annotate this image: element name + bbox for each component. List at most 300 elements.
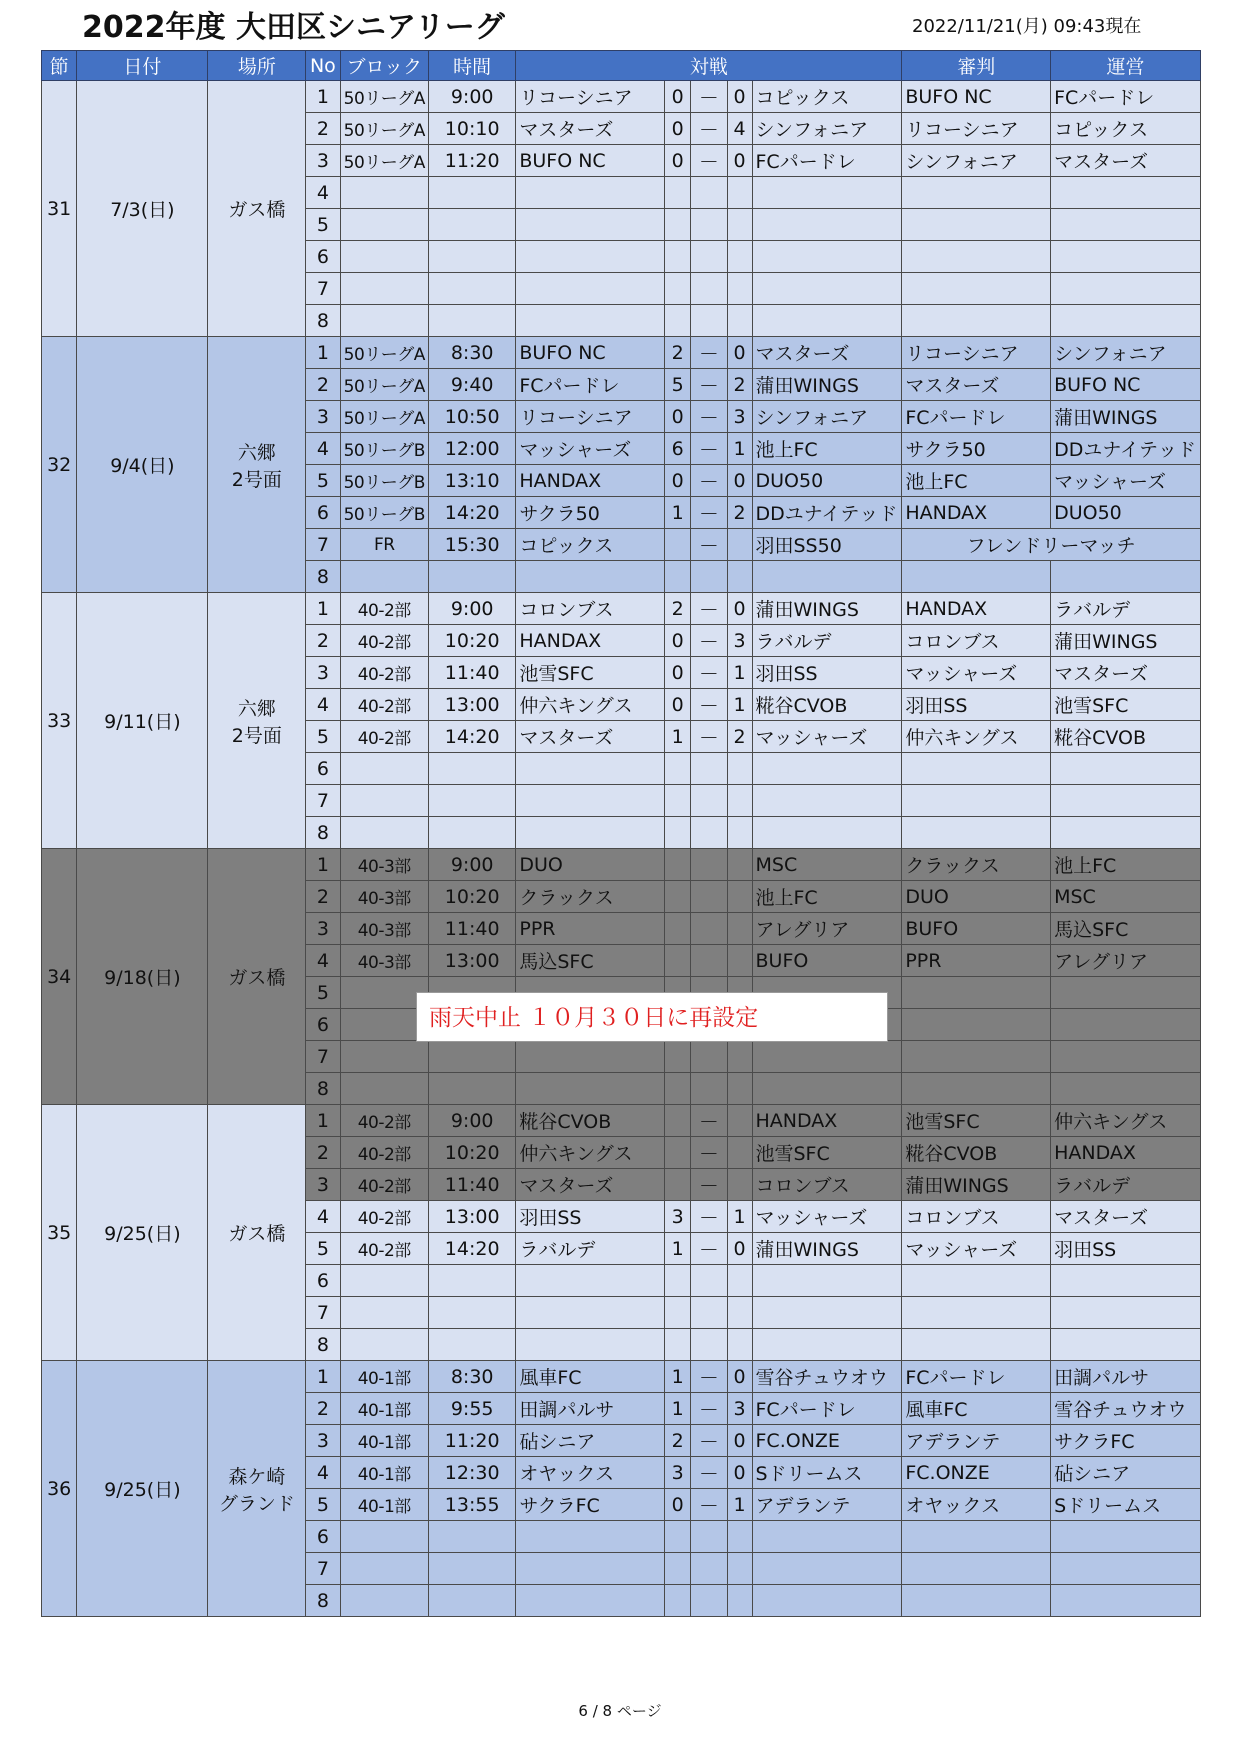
away-team: マスターズ xyxy=(752,337,902,369)
game-time xyxy=(428,1297,515,1329)
game-time: 12:30 xyxy=(428,1457,515,1489)
away-team: コピックス xyxy=(752,81,902,113)
referee-team: HANDAX xyxy=(902,497,1051,529)
score-dash xyxy=(691,1553,727,1585)
game-time: 15:30 xyxy=(428,529,515,561)
management-team xyxy=(1051,1297,1201,1329)
management-team: 羽田SS xyxy=(1051,1233,1201,1265)
game-block xyxy=(340,305,428,337)
game-time: 13:00 xyxy=(428,945,515,977)
management-team: ラバルデ xyxy=(1051,593,1201,625)
game-no: 5 xyxy=(306,721,340,753)
page-number: 6 / 8 ページ xyxy=(578,1702,662,1720)
away-score xyxy=(727,1169,752,1201)
header-setsu: 節 xyxy=(42,51,77,81)
game-no: 3 xyxy=(306,1425,340,1457)
away-team: 池上FC xyxy=(752,881,902,913)
away-score xyxy=(727,753,752,785)
game-block: 50リーグA xyxy=(340,81,428,113)
game-no: 3 xyxy=(306,145,340,177)
management-team: DUO50 xyxy=(1051,497,1201,529)
table-row xyxy=(42,1105,1201,1137)
game-block: 40-1部 xyxy=(340,1489,428,1521)
home-score xyxy=(665,1553,691,1585)
game-block xyxy=(340,1585,428,1617)
score-dash: － xyxy=(691,1425,727,1457)
game-no: 1 xyxy=(306,849,340,881)
score-dash: － xyxy=(691,369,727,401)
score-dash: － xyxy=(691,625,727,657)
away-score: 0 xyxy=(727,1425,752,1457)
score-dash: － xyxy=(691,657,727,689)
game-time xyxy=(428,817,515,849)
game-no: 2 xyxy=(306,369,340,401)
game-block xyxy=(340,241,428,273)
game-block xyxy=(340,1521,428,1553)
home-score: 0 xyxy=(665,145,691,177)
home-team: マスターズ xyxy=(516,721,665,753)
home-team xyxy=(516,1585,665,1617)
score-dash xyxy=(691,273,727,305)
game-no: 1 xyxy=(306,1361,340,1393)
game-no: 2 xyxy=(306,625,340,657)
away-score xyxy=(727,529,752,561)
away-team: アデランテ xyxy=(752,1489,902,1521)
cancellation-notice: 雨天中止 １０月３０日に再設定 xyxy=(416,992,888,1042)
management-team: 砧シニア xyxy=(1051,1457,1201,1489)
away-score: 2 xyxy=(727,497,752,529)
timestamp: 2022/11/21(月) 09:43現在 xyxy=(912,16,1142,37)
venue-line: 六郷 xyxy=(237,697,276,720)
game-block xyxy=(340,785,428,817)
referee-team xyxy=(902,241,1051,273)
management-team xyxy=(1051,753,1201,785)
away-score xyxy=(727,561,752,593)
game-time: 10:20 xyxy=(428,1137,515,1169)
game-no: 4 xyxy=(306,433,340,465)
game-block: 40-1部 xyxy=(340,1361,428,1393)
home-team xyxy=(516,753,665,785)
referee-team xyxy=(902,1009,1051,1041)
referee-team xyxy=(902,1585,1051,1617)
home-score: 0 xyxy=(665,1489,691,1521)
game-no: 8 xyxy=(306,561,340,593)
table-row xyxy=(42,337,1201,369)
referee-team xyxy=(902,1265,1051,1297)
home-team: 糀谷CVOB xyxy=(516,1105,665,1137)
round-date: 9/4(日) xyxy=(77,337,208,593)
home-team: 仲六キングス xyxy=(516,1137,665,1169)
game-block: 40-2部 xyxy=(340,1105,428,1137)
game-time: 10:10 xyxy=(428,113,515,145)
game-time xyxy=(428,561,515,593)
round-group xyxy=(42,337,1201,593)
management-team: MSC xyxy=(1051,881,1201,913)
game-block xyxy=(340,1297,428,1329)
referee-team: アデランテ xyxy=(902,1425,1051,1457)
home-score xyxy=(665,529,691,561)
score-dash: － xyxy=(691,1489,727,1521)
away-score xyxy=(727,241,752,273)
home-score xyxy=(665,1073,691,1105)
game-block: 50リーグA xyxy=(340,401,428,433)
management-team: 池上FC xyxy=(1051,849,1201,881)
management-team xyxy=(1051,785,1201,817)
game-time: 9:40 xyxy=(428,369,515,401)
away-score xyxy=(727,1297,752,1329)
game-block: 40-3部 xyxy=(340,849,428,881)
home-team xyxy=(516,817,665,849)
away-team: マッシャーズ xyxy=(752,1201,902,1233)
game-time: 12:00 xyxy=(428,433,515,465)
home-team: サクラ50 xyxy=(516,497,665,529)
away-team xyxy=(752,209,902,241)
game-block xyxy=(340,1073,428,1105)
game-no: 1 xyxy=(306,81,340,113)
game-time xyxy=(428,785,515,817)
referee-team: クラックス xyxy=(902,849,1051,881)
header-no: No xyxy=(306,51,340,81)
away-score xyxy=(727,305,752,337)
score-dash xyxy=(691,1329,727,1361)
home-score: 1 xyxy=(665,1393,691,1425)
score-dash xyxy=(691,1041,727,1073)
away-score: 4 xyxy=(727,113,752,145)
game-no: 5 xyxy=(306,1233,340,1265)
table-row xyxy=(42,1361,1201,1393)
schedule-table xyxy=(41,50,1201,1617)
management-team xyxy=(1051,977,1201,1009)
game-no: 8 xyxy=(306,817,340,849)
away-score xyxy=(727,1073,752,1105)
away-score: 2 xyxy=(727,369,752,401)
management-team: アレグリア xyxy=(1051,945,1201,977)
venue-line: 六郷 xyxy=(237,441,276,464)
referee-team: FCパードレ xyxy=(902,401,1051,433)
game-no: 4 xyxy=(306,177,340,209)
home-team: DUO xyxy=(516,849,665,881)
game-time xyxy=(428,1329,515,1361)
game-block xyxy=(340,1553,428,1585)
game-time: 14:20 xyxy=(428,721,515,753)
game-no: 3 xyxy=(306,913,340,945)
management-team xyxy=(1051,1329,1201,1361)
management-team xyxy=(1051,1265,1201,1297)
away-team: MSC xyxy=(752,849,902,881)
home-team: HANDAX xyxy=(516,465,665,497)
away-score xyxy=(727,817,752,849)
away-team: 蒲田WINGS xyxy=(752,593,902,625)
round-date: 7/3(日) xyxy=(77,81,208,337)
home-team: リコーシニア xyxy=(516,81,665,113)
home-score: 0 xyxy=(665,625,691,657)
home-score: 6 xyxy=(665,433,691,465)
away-score xyxy=(727,273,752,305)
management-team xyxy=(1051,177,1201,209)
round-date: 9/25(日) xyxy=(77,1361,208,1617)
home-team: HANDAX xyxy=(516,625,665,657)
venue-line: 2号面 xyxy=(231,724,282,747)
game-no: 5 xyxy=(306,209,340,241)
game-block: 40-3部 xyxy=(340,945,428,977)
away-team: 雪谷チュウオウ xyxy=(752,1361,902,1393)
score-dash: － xyxy=(691,433,727,465)
management-team: DDユナイテッド xyxy=(1051,433,1201,465)
home-score xyxy=(665,1585,691,1617)
referee-team: PPR xyxy=(902,945,1051,977)
referee-team: マッシャーズ xyxy=(902,1233,1051,1265)
game-time: 13:55 xyxy=(428,1489,515,1521)
management-team: 池雪SFC xyxy=(1051,689,1201,721)
home-score: 0 xyxy=(665,81,691,113)
home-score: 1 xyxy=(665,721,691,753)
management-team: 蒲田WINGS xyxy=(1051,401,1201,433)
referee-team xyxy=(902,1073,1051,1105)
away-team xyxy=(752,1265,902,1297)
table-row xyxy=(42,593,1201,625)
home-team xyxy=(516,177,665,209)
game-time xyxy=(428,1265,515,1297)
game-time: 11:20 xyxy=(428,145,515,177)
game-no: 7 xyxy=(306,273,340,305)
home-team: オヤックス xyxy=(516,1457,665,1489)
management-team: マッシャーズ xyxy=(1051,465,1201,497)
score-dash xyxy=(691,1265,727,1297)
away-score: 0 xyxy=(727,465,752,497)
management-team: コピックス xyxy=(1051,113,1201,145)
management-team: 仲六キングス xyxy=(1051,1105,1201,1137)
referee-team xyxy=(902,273,1051,305)
home-team: 田調パルサ xyxy=(516,1393,665,1425)
game-no: 8 xyxy=(306,305,340,337)
game-block: 50リーグA xyxy=(340,369,428,401)
referee-team: 風車FC xyxy=(902,1393,1051,1425)
home-team xyxy=(516,1329,665,1361)
game-time: 10:20 xyxy=(428,625,515,657)
score-dash xyxy=(691,913,727,945)
game-block: 50リーグB xyxy=(340,497,428,529)
game-no: 7 xyxy=(306,1041,340,1073)
game-time: 14:20 xyxy=(428,497,515,529)
game-no: 8 xyxy=(306,1073,340,1105)
home-score: 1 xyxy=(665,1233,691,1265)
game-block: 40-2部 xyxy=(340,625,428,657)
game-time: 13:10 xyxy=(428,465,515,497)
game-time: 9:00 xyxy=(428,81,515,113)
management-team xyxy=(1051,305,1201,337)
home-score xyxy=(665,913,691,945)
referee-team xyxy=(902,1297,1051,1329)
referee-team xyxy=(902,977,1051,1009)
home-score xyxy=(665,1329,691,1361)
game-time xyxy=(428,209,515,241)
home-score xyxy=(665,1297,691,1329)
game-no: 6 xyxy=(306,1265,340,1297)
game-no: 5 xyxy=(306,1489,340,1521)
home-score xyxy=(665,945,691,977)
game-time xyxy=(428,1073,515,1105)
score-dash: － xyxy=(691,529,727,561)
referee-team: 池上FC xyxy=(902,465,1051,497)
away-score: 3 xyxy=(727,1393,752,1425)
management-team: ラバルデ xyxy=(1051,1169,1201,1201)
referee-team xyxy=(902,1041,1051,1073)
score-dash xyxy=(691,817,727,849)
score-dash xyxy=(691,785,727,817)
score-dash: － xyxy=(691,721,727,753)
game-block: 40-2部 xyxy=(340,1137,428,1169)
game-no: 8 xyxy=(306,1585,340,1617)
away-team: Sドリームス xyxy=(752,1457,902,1489)
home-score xyxy=(665,305,691,337)
management-team: 蒲田WINGS xyxy=(1051,625,1201,657)
away-score: 0 xyxy=(727,1361,752,1393)
round-group xyxy=(42,849,1201,1105)
away-score: 0 xyxy=(727,1233,752,1265)
round-venue xyxy=(208,81,306,337)
management-team xyxy=(1051,209,1201,241)
home-score: 0 xyxy=(665,465,691,497)
round-number: 31 xyxy=(42,81,77,337)
management-team xyxy=(1051,1073,1201,1105)
game-time xyxy=(428,1585,515,1617)
home-team xyxy=(516,273,665,305)
game-block: 50リーグB xyxy=(340,433,428,465)
home-team xyxy=(516,1297,665,1329)
game-block: 40-1部 xyxy=(340,1457,428,1489)
home-team xyxy=(516,1265,665,1297)
round-venue xyxy=(208,1105,306,1361)
header-management: 運営 xyxy=(1051,51,1201,81)
score-dash: － xyxy=(691,1201,727,1233)
home-team: クラックス xyxy=(516,881,665,913)
game-time xyxy=(428,241,515,273)
game-time: 9:55 xyxy=(428,1393,515,1425)
referee-team: シンフォニア xyxy=(902,145,1051,177)
referee-team: 仲六キングス xyxy=(902,721,1051,753)
away-team: 糀谷CVOB xyxy=(752,689,902,721)
score-dash xyxy=(691,945,727,977)
game-block xyxy=(340,561,428,593)
score-dash xyxy=(691,561,727,593)
game-block: 40-2部 xyxy=(340,1233,428,1265)
referee-team xyxy=(902,177,1051,209)
game-block: 40-1部 xyxy=(340,1393,428,1425)
score-dash xyxy=(691,1073,727,1105)
score-dash: － xyxy=(691,1457,727,1489)
home-team xyxy=(516,241,665,273)
score-dash: － xyxy=(691,337,727,369)
game-block xyxy=(340,817,428,849)
game-time: 11:40 xyxy=(428,913,515,945)
management-team: BUFO NC xyxy=(1051,369,1201,401)
round-number: 34 xyxy=(42,849,77,1105)
referee-team xyxy=(902,209,1051,241)
away-team: アレグリア xyxy=(752,913,902,945)
game-time: 10:50 xyxy=(428,401,515,433)
game-no: 1 xyxy=(306,1105,340,1137)
referee-team xyxy=(902,1329,1051,1361)
game-no: 1 xyxy=(306,337,340,369)
game-no: 2 xyxy=(306,1393,340,1425)
home-score: 0 xyxy=(665,689,691,721)
round-group xyxy=(42,593,1201,849)
home-score: 1 xyxy=(665,497,691,529)
away-team: DUO50 xyxy=(752,465,902,497)
home-score: 2 xyxy=(665,593,691,625)
home-score: 1 xyxy=(665,1361,691,1393)
game-block: 50リーグA xyxy=(340,145,428,177)
home-team: コロンブス xyxy=(516,593,665,625)
home-score xyxy=(665,881,691,913)
score-dash xyxy=(691,209,727,241)
game-block xyxy=(340,1329,428,1361)
home-score xyxy=(665,177,691,209)
away-score xyxy=(727,1137,752,1169)
home-team: BUFO NC xyxy=(516,145,665,177)
management-team: 雪谷チュウオウ xyxy=(1051,1393,1201,1425)
home-team: サクラFC xyxy=(516,1489,665,1521)
game-no: 2 xyxy=(306,881,340,913)
away-team xyxy=(752,1585,902,1617)
game-no: 2 xyxy=(306,1137,340,1169)
away-team: シンフォニア xyxy=(752,401,902,433)
management-team xyxy=(1051,1521,1201,1553)
home-team xyxy=(516,305,665,337)
score-dash: － xyxy=(691,1105,727,1137)
home-score xyxy=(665,1105,691,1137)
away-team xyxy=(752,1041,902,1073)
away-score xyxy=(727,1265,752,1297)
referee-team: BUFO xyxy=(902,913,1051,945)
home-team xyxy=(516,1041,665,1073)
management-team: シンフォニア xyxy=(1051,337,1201,369)
game-block: 40-2部 xyxy=(340,689,428,721)
home-team: PPR xyxy=(516,913,665,945)
away-score: 1 xyxy=(727,657,752,689)
away-team: FCパードレ xyxy=(752,145,902,177)
game-time xyxy=(428,1553,515,1585)
game-block xyxy=(340,273,428,305)
management-team: マスターズ xyxy=(1051,145,1201,177)
home-score: 5 xyxy=(665,369,691,401)
management-team: 糀谷CVOB xyxy=(1051,721,1201,753)
game-time: 11:20 xyxy=(428,1425,515,1457)
round-number: 33 xyxy=(42,593,77,849)
game-no: 6 xyxy=(306,241,340,273)
round-group xyxy=(42,81,1201,337)
away-score xyxy=(727,945,752,977)
home-team xyxy=(516,1553,665,1585)
away-team: 蒲田WINGS xyxy=(752,369,902,401)
game-block: 40-2部 xyxy=(340,657,428,689)
away-team xyxy=(752,273,902,305)
home-score xyxy=(665,817,691,849)
home-team: 羽田SS xyxy=(516,1201,665,1233)
round-number: 35 xyxy=(42,1105,77,1361)
score-dash: － xyxy=(691,401,727,433)
away-score xyxy=(727,1329,752,1361)
venue-line: グランド xyxy=(218,1492,295,1515)
management-team xyxy=(1051,273,1201,305)
score-dash: － xyxy=(691,1233,727,1265)
score-dash: － xyxy=(691,1393,727,1425)
away-team xyxy=(752,1521,902,1553)
score-dash: － xyxy=(691,113,727,145)
referee-team xyxy=(902,1553,1051,1585)
referee-team xyxy=(902,305,1051,337)
referee-team: リコーシニア xyxy=(902,337,1051,369)
